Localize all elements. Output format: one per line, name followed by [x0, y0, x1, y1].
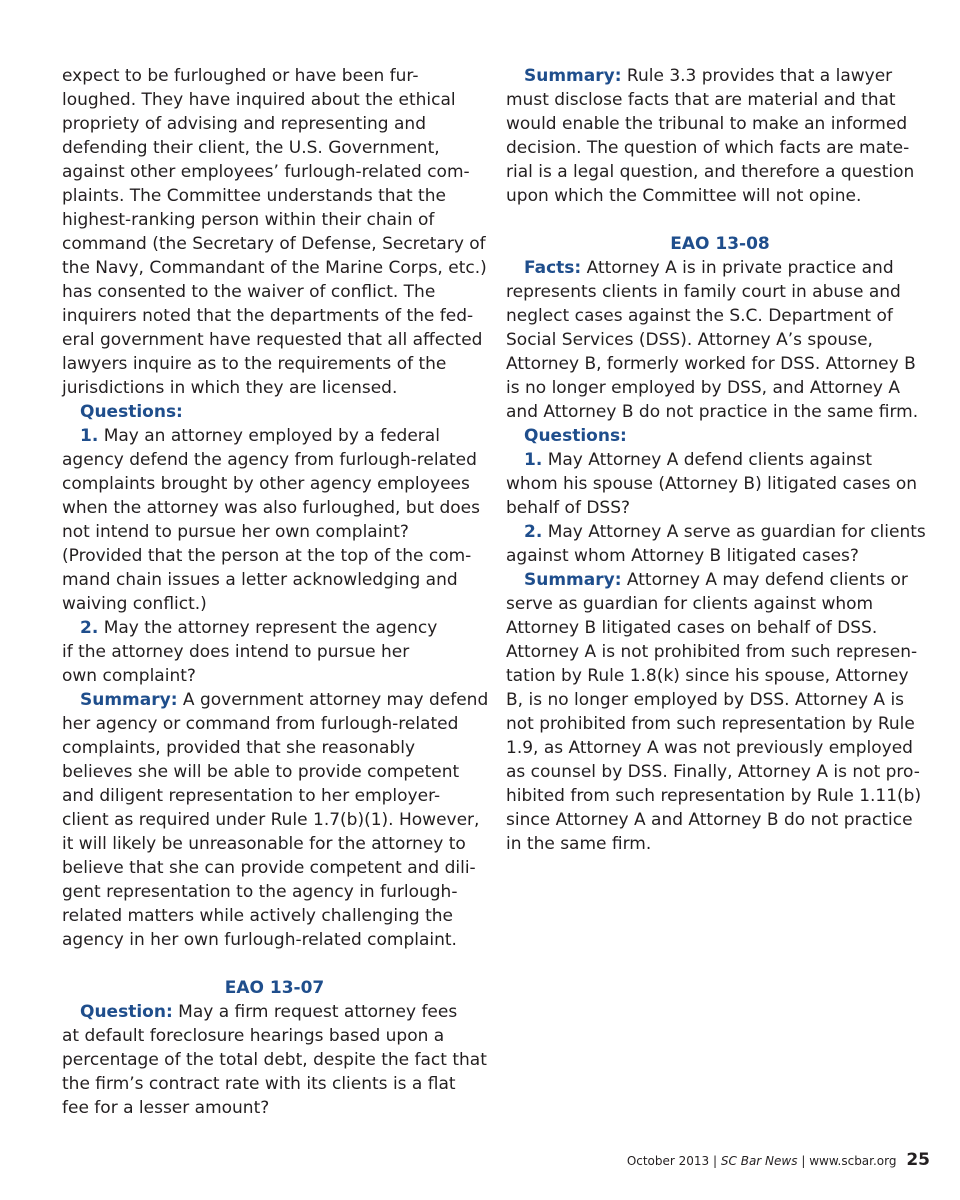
- run-in-label: 2.: [524, 522, 543, 542]
- run-in-label: 1.: [524, 450, 543, 470]
- page-number: 25: [906, 1150, 930, 1170]
- left-column: [62, 64, 487, 1120]
- text-line: Summary: Attorney A may defend clients or: [524, 570, 908, 590]
- run-in-label: Facts:: [524, 258, 582, 278]
- run-in-label: 2.: [80, 618, 99, 638]
- text-line: Attorney B, formerly worked for DSS. Attorney B: [506, 354, 916, 374]
- text-line: serve as guardian for clients against whom: [506, 594, 874, 614]
- text-line: must disclose facts that are material and that: [506, 90, 896, 110]
- eao-13-08-question-1: [506, 448, 934, 520]
- intro-paragraph: [62, 64, 487, 400]
- eao-13-08-facts: [506, 256, 934, 424]
- text-line: command (the Secretary of Defense, Secretary of: [62, 234, 486, 254]
- text-line: and Attorney B do not practice in the same firm.: [506, 402, 919, 422]
- text-line: believes she will be able to provide competent: [62, 762, 460, 782]
- text-line: has consented to the waiver of conflict. The: [62, 282, 436, 302]
- text-line: at default foreclosure hearings based upon a: [62, 1026, 445, 1046]
- text-line: not prohibited from such representation by Rule: [506, 714, 915, 734]
- text-line: inquirers noted that the departments of the fed-: [62, 306, 474, 326]
- footer-separator: |: [801, 1154, 806, 1168]
- text-line: behalf of DSS?: [506, 498, 631, 518]
- run-in-label: Summary:: [524, 570, 622, 590]
- question-2: [62, 616, 487, 688]
- issue-date: October 2013: [626, 1154, 710, 1168]
- text-line: Attorney B litigated cases on behalf of DSS.: [506, 618, 878, 638]
- text-line: gent representation to the agency in furlough-: [62, 882, 458, 902]
- eao-13-07-question: [62, 1000, 487, 1120]
- text-line: Summary: A government attorney may defend: [80, 690, 489, 710]
- text-line: upon which the Committee will not opine.: [506, 186, 862, 206]
- text-line: whom his spouse (Attorney B) litigated cases on: [506, 474, 918, 494]
- text-line: propriety of advising and representing and: [62, 114, 426, 134]
- right-column: [506, 64, 934, 856]
- run-in-label: Question:: [80, 1002, 173, 1022]
- text-line: and diligent representation to her employer-: [62, 786, 441, 806]
- run-in-label: Summary:: [524, 66, 622, 86]
- text-line: highest-ranking person within their chain of: [62, 210, 435, 230]
- run-in-label: Summary:: [80, 690, 178, 710]
- text-line: 1. May Attorney A defend clients against: [524, 450, 872, 470]
- text-line: eral government have requested that all affected: [62, 330, 483, 350]
- text-line: as counsel by DSS. Finally, Attorney A is not pro-: [506, 762, 920, 782]
- text-line: rial is a legal question, and therefore a question: [506, 162, 915, 182]
- text-line: 1.9, as Attorney A was not previously employed: [506, 738, 913, 758]
- text-line: against whom Attorney B litigated cases?: [506, 546, 859, 566]
- questions-label: Questions:: [80, 402, 183, 422]
- text-line: 2. May the attorney represent the agency: [80, 618, 438, 638]
- text-line: tation by Rule 1.8(k) since his spouse, Attorney: [506, 666, 909, 686]
- text-line: fee for a lesser amount?: [62, 1098, 270, 1118]
- text-line: complaints brought by other agency employees: [62, 474, 470, 494]
- text-line: the Navy, Commandant of the Marine Corps, etc.): [62, 258, 487, 278]
- magazine-name: SC Bar News: [720, 1154, 798, 1168]
- text-line: expect to be furloughed or have been fur-: [62, 66, 419, 86]
- eao-13-08-questions-block: [506, 424, 934, 448]
- summary-paragraph-continued: [506, 64, 934, 208]
- text-line: decision. The question of which facts are mate-: [506, 138, 910, 158]
- text-line: loughed. They have inquired about the ethical: [62, 90, 456, 110]
- text-line: waiving conflict.): [62, 594, 207, 614]
- eao-13-08-heading: EAO 13-08: [670, 234, 770, 254]
- text-line: agency in her own furlough-related complaint.: [62, 930, 457, 950]
- text-line: hibited from such representation by Rule 1.11(b): [506, 786, 922, 806]
- text-line: B, is no longer employed by DSS. Attorney A is: [506, 690, 905, 710]
- text-line: Social Services (DSS). Attorney A’s spouse,: [506, 330, 873, 350]
- text-line: related matters while actively challenging the: [62, 906, 453, 926]
- text-line: if the attorney does intend to pursue her: [62, 642, 410, 662]
- run-in-label: 1.: [80, 426, 99, 446]
- text-line: agency defend the agency from furlough-related: [62, 450, 477, 470]
- website-link[interactable]: www.scbar.org: [809, 1154, 897, 1168]
- text-line: jurisdictions in which they are licensed.: [62, 378, 398, 398]
- text-line: Summary: Rule 3.3 provides that a lawyer: [524, 66, 893, 86]
- text-line: against other employees’ furlough-related com-: [62, 162, 470, 182]
- text-line: percentage of the total debt, despite the fact that: [62, 1050, 487, 1070]
- eao-13-08-question-2: [506, 520, 934, 568]
- text-line: 1. May an attorney employed by a federal: [80, 426, 440, 446]
- text-line: Question: May a firm request attorney fees: [80, 1002, 458, 1022]
- questions-label: Questions:: [524, 426, 627, 446]
- text-line: (Provided that the person at the top of the com-: [62, 546, 472, 566]
- text-line: own complaint?: [62, 666, 196, 686]
- text-line: mand chain issues a letter acknowledging and: [62, 570, 458, 590]
- eao-13-07-heading: EAO 13-07: [224, 978, 325, 998]
- text-line: is no longer employed by DSS, and Attorney A: [506, 378, 900, 398]
- text-line: believe that she can provide competent and dili-: [62, 858, 476, 878]
- text-line: the firm’s contract rate with its clients is a flat: [62, 1074, 456, 1094]
- summary-paragraph: [62, 688, 487, 952]
- text-line: when the attorney was also furloughed, but does: [62, 498, 480, 518]
- question-1: [62, 424, 487, 616]
- text-line: not intend to pursue her own complaint?: [62, 522, 409, 542]
- footer-separator: |: [713, 1154, 718, 1168]
- text-line: defending their client, the U.S. Government,: [62, 138, 440, 158]
- text-line: her agency or command from furlough-related: [62, 714, 459, 734]
- text-line: neglect cases against the S.C. Department of: [506, 306, 893, 326]
- text-line: would enable the tribunal to make an informed: [506, 114, 908, 134]
- text-line: Attorney A is not prohibited from such represen-: [506, 642, 918, 662]
- text-line: client as required under Rule 1.7(b)(1). However,: [62, 810, 480, 830]
- text-line: represents clients in family court in abuse and: [506, 282, 901, 302]
- text-line: since Attorney A and Attorney B do not practice: [506, 810, 913, 830]
- text-line: Facts: Attorney A is in private practice and: [524, 258, 894, 278]
- text-line: plaints. The Committee understands that the: [62, 186, 446, 206]
- text-line: in the same firm.: [506, 834, 652, 854]
- text-line: 2. May Attorney A serve as guardian for clients: [524, 522, 926, 542]
- page-footer: [627, 1150, 930, 1170]
- questions-block: [62, 400, 487, 424]
- text-line: it will likely be unreasonable for the attorney to: [62, 834, 466, 854]
- eao-13-08-summary: [506, 568, 934, 856]
- text-line: complaints, provided that she reasonably: [62, 738, 416, 758]
- text-line: lawyers inquire as to the requirements of the: [62, 354, 447, 374]
